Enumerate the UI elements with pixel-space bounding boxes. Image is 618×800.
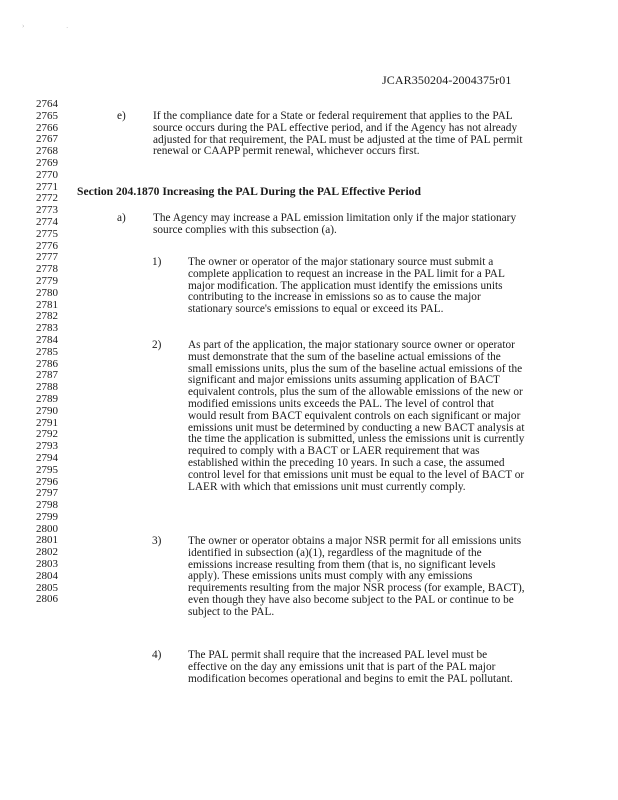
scan-mark-right: · xyxy=(66,24,69,32)
text-line: would result from BACT equivalent controls on each significant or major xyxy=(188,409,521,422)
line-number: 2774 xyxy=(36,215,58,228)
line-number: 2793 xyxy=(36,440,58,453)
item-1-label: 1) xyxy=(152,256,162,268)
text-line: subject to the PAL. xyxy=(188,605,275,618)
text-line: effective on the day any emissions unit that is part of the PAL major xyxy=(188,660,496,673)
scan-mark-left: › xyxy=(22,22,25,30)
text-line: significant and major emissions units assuming application of BACT xyxy=(188,374,500,387)
text-line: must demonstrate that the sum of the baseline actual emissions of the xyxy=(188,350,501,363)
section-heading: Section 204.1870 Increasing the PAL During the PAL Effective Period xyxy=(77,185,421,198)
item-e-label: e) xyxy=(117,110,126,122)
line-number: 2767 xyxy=(36,133,58,146)
line-number-column xyxy=(36,99,58,606)
text-line: contributing to the increase in emissions so as to cause the major xyxy=(188,291,481,304)
line-number: 2766 xyxy=(36,121,58,134)
line-number: 2778 xyxy=(36,263,58,276)
line-number: 2773 xyxy=(36,204,58,217)
item-3-label: 3) xyxy=(152,535,162,547)
item-4-label: 4) xyxy=(152,649,162,661)
text-line: The PAL permit shall require that the increased PAL level must be xyxy=(188,649,488,661)
text-line: modified emissions units exceeds the PAL. The level of control that xyxy=(188,397,494,410)
item-a-text xyxy=(153,213,516,237)
line-number: 2802 xyxy=(36,546,58,559)
text-line: identified in subsection (a)(1), regardless of the magnitude of the xyxy=(188,546,482,559)
text-line: the time the application is submitted, unless the emissions unit is currently xyxy=(188,433,525,446)
line-number: 2781 xyxy=(36,298,58,311)
text-line: adjusted for that requirement, the PAL must be adjusted at the time of PAL permit xyxy=(153,133,523,146)
line-number: 2785 xyxy=(36,345,58,358)
line-number: 2777 xyxy=(36,251,58,264)
line-number: 2770 xyxy=(36,168,58,181)
text-line: renewal or CAAPP permit renewal, whichever occurs first. xyxy=(153,145,420,158)
text-line: required to comply with a BACT or LAER requirement that was xyxy=(188,445,480,458)
line-number: 2783 xyxy=(36,322,58,335)
line-number: 2799 xyxy=(36,510,58,523)
line-number: 2771 xyxy=(36,180,58,193)
text-line: established within the preceding 10 years. In such a case, the assumed xyxy=(188,456,505,469)
text-line: source occurs during the PAL effective period, and if the Agency has not already xyxy=(153,121,518,134)
line-number: 2795 xyxy=(36,463,58,476)
text-line: stationary source's emissions to equal or exceed its PAL. xyxy=(188,303,444,316)
line-number: 2779 xyxy=(36,274,58,287)
item-2-label: 2) xyxy=(152,339,162,351)
text-line: major modification. The application must identify the emissions units xyxy=(188,279,503,292)
item-a-label: a) xyxy=(117,212,126,224)
line-number: 2789 xyxy=(36,392,58,405)
item-3-text xyxy=(188,536,525,619)
line-number: 2787 xyxy=(36,369,58,382)
line-number: 2775 xyxy=(36,227,58,240)
text-line: The Agency may increase a PAL emission limitation only if the major stationary xyxy=(153,212,517,224)
line-number: 2791 xyxy=(36,416,58,429)
line-number: 2800 xyxy=(36,522,58,535)
text-line: complete application to request an increase in the PAL limit for a PAL xyxy=(188,267,505,280)
line-number: 2790 xyxy=(36,404,58,417)
line-number: 2801 xyxy=(36,534,58,547)
text-line: If the compliance date for a State or federal requirement that applies to the PAL xyxy=(153,110,513,122)
document-id: JCAR350204-2004375r01 xyxy=(382,73,512,87)
line-number: 2786 xyxy=(36,357,58,370)
line-number: 2788 xyxy=(36,381,58,394)
line-number: 2794 xyxy=(36,451,58,464)
text-line: emissions unit must be determined by conducting a new BACT analysis at xyxy=(188,421,525,434)
text-line: equivalent controls, plus the sum of the allowable emissions of the new or xyxy=(188,386,523,399)
line-number: 2796 xyxy=(36,475,58,488)
line-number: 2780 xyxy=(36,286,58,299)
line-number: 2806 xyxy=(36,593,58,606)
line-number: 2764 xyxy=(36,98,58,110)
line-number: 2772 xyxy=(36,192,58,205)
text-line: The owner or operator obtains a major NSR permit for all emissions units xyxy=(188,535,522,547)
text-line: small emissions units, plus the sum of the baseline actual emissions of the xyxy=(188,362,523,375)
item-2-text xyxy=(188,340,524,493)
line-number: 2803 xyxy=(36,558,58,571)
line-number: 2784 xyxy=(36,333,58,346)
text-line: source complies with this subsection (a). xyxy=(153,223,337,236)
text-line: The owner or operator of the major stationary source must submit a xyxy=(188,256,494,268)
line-number: 2769 xyxy=(36,156,58,169)
text-line: apply). These emissions units must comply with any emissions xyxy=(188,570,473,583)
line-number: 2805 xyxy=(36,581,58,594)
text-line: requirements resulting from the major NSR process (for example, BACT), xyxy=(188,582,525,595)
item-e-text xyxy=(153,111,522,158)
line-number: 2782 xyxy=(36,310,58,323)
item-4-text xyxy=(188,650,513,685)
line-number: 2792 xyxy=(36,428,58,441)
text-line: modification becomes operational and begins to emit the PAL pollutant. xyxy=(188,672,513,685)
text-line: even though they have also become subject to the PAL or continue to be xyxy=(188,593,514,606)
line-number: 2797 xyxy=(36,487,58,500)
item-1-text xyxy=(188,257,505,316)
line-number: 2776 xyxy=(36,239,58,252)
line-number: 2804 xyxy=(36,569,58,582)
line-number: 2765 xyxy=(36,109,58,122)
line-number: 2768 xyxy=(36,145,58,158)
text-line: As part of the application, the major stationary source owner or operator xyxy=(188,339,515,351)
text-line: LAER with which that emissions unit must currently comply. xyxy=(188,480,466,493)
text-line: emissions increase resulting from them (that is, no significant levels xyxy=(188,558,496,571)
line-number: 2798 xyxy=(36,499,58,512)
text-line: control level for that emissions unit must be equal to the level of BACT or xyxy=(188,468,525,481)
